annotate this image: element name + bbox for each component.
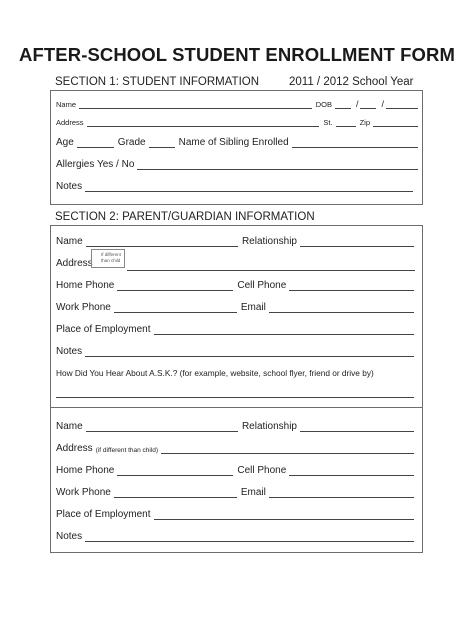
form-title: AFTER-SCHOOL STUDENT ENROLLMENT FORM xyxy=(19,44,455,65)
g2-name-label: Name xyxy=(56,421,83,432)
zip-label: Zip xyxy=(359,118,370,127)
g2-employment-field[interactable] xyxy=(154,509,415,520)
g2-phone-row xyxy=(56,465,414,476)
guardian-divider xyxy=(50,407,423,408)
g2-cell-phone-label: Cell Phone xyxy=(237,465,287,476)
g1-email-field[interactable] xyxy=(269,302,414,313)
grade-field[interactable] xyxy=(149,137,175,148)
g1-notes-label: Notes xyxy=(56,346,83,357)
g1-work-row xyxy=(56,302,414,313)
sibling-label: Name of Sibling Enrolled xyxy=(178,137,289,148)
g1-name-row xyxy=(56,236,414,247)
g2-name-field[interactable] xyxy=(86,421,238,432)
g1-relationship-field[interactable] xyxy=(300,236,414,247)
allergies-label: Allergies Yes / No xyxy=(56,159,135,170)
g1-cell-phone-field[interactable] xyxy=(289,280,414,291)
hear-about-field[interactable] xyxy=(56,387,414,398)
section2-heading: SECTION 2: PARENT/GUARDIAN INFORMATION xyxy=(55,211,315,223)
g1-home-phone-field[interactable] xyxy=(117,280,233,291)
g2-work-phone-field[interactable] xyxy=(114,487,237,498)
g2-relationship-label: Relationship xyxy=(241,421,297,432)
student-name-row xyxy=(56,98,418,109)
age-grade-row xyxy=(56,137,418,148)
dob-separator-1: / xyxy=(355,99,359,109)
g2-address-label: Address xyxy=(56,443,93,454)
student-address-field[interactable] xyxy=(87,116,320,127)
g1-phone-row xyxy=(56,280,414,291)
g2-notes-label: Notes xyxy=(56,531,83,542)
student-address-row xyxy=(56,116,418,127)
student-notes-row xyxy=(56,181,413,192)
g2-employment-row xyxy=(56,509,414,520)
g2-email-label: Email xyxy=(240,487,266,498)
student-address-label: Address xyxy=(56,118,84,127)
age-label: Age xyxy=(56,137,74,148)
g2-email-field[interactable] xyxy=(269,487,414,498)
age-field[interactable] xyxy=(77,137,114,148)
g1-name-field[interactable] xyxy=(86,236,238,247)
g2-cell-phone-field[interactable] xyxy=(289,465,414,476)
g2-name-row xyxy=(56,421,414,432)
g2-address-note: (if different than child) xyxy=(95,447,159,454)
g2-employment-label: Place of Employment xyxy=(56,509,151,520)
g2-work-phone-label: Work Phone xyxy=(56,487,111,498)
g1-work-phone-field[interactable] xyxy=(114,302,237,313)
g2-work-row xyxy=(56,487,414,498)
grade-label: Grade xyxy=(117,137,146,148)
student-name-label: Name xyxy=(56,100,77,109)
g1-employment-label: Place of Employment xyxy=(56,324,151,335)
g1-address-label: Address xyxy=(56,258,93,269)
g1-employment-row xyxy=(56,324,414,335)
g1-work-phone-label: Work Phone xyxy=(56,302,111,313)
allergies-row xyxy=(56,159,418,170)
g1-notes-row xyxy=(56,346,414,357)
g1-address-field[interactable] xyxy=(127,260,415,271)
student-notes-field[interactable] xyxy=(85,181,413,192)
student-notes-label: Notes xyxy=(56,181,83,192)
g2-relationship-field[interactable] xyxy=(300,421,414,432)
g1-relationship-label: Relationship xyxy=(241,236,297,247)
sibling-field[interactable] xyxy=(292,137,418,148)
section1-heading: SECTION 1: STUDENT INFORMATION xyxy=(55,76,260,88)
g1-cell-phone-label: Cell Phone xyxy=(237,280,287,291)
dob-day-field[interactable] xyxy=(360,98,376,109)
state-label: St. xyxy=(323,118,333,127)
g2-notes-row xyxy=(56,531,414,542)
g1-email-label: Email xyxy=(240,302,266,313)
student-name-field[interactable] xyxy=(79,98,312,109)
dob-separator-2: / xyxy=(381,99,384,109)
g1-name-label: Name xyxy=(56,236,83,247)
g2-home-phone-label: Home Phone xyxy=(56,465,115,476)
dob-label: DOB xyxy=(315,100,332,109)
g2-notes-field[interactable] xyxy=(85,531,414,542)
hear-about-question: How Did You Hear About A.S.K.? (for example, website, school flyer, friend or drive by) xyxy=(56,368,374,378)
dob-year-field[interactable] xyxy=(386,98,418,109)
g1-notes-field[interactable] xyxy=(85,346,414,357)
allergies-field[interactable] xyxy=(137,159,418,170)
dob-month-field[interactable] xyxy=(335,98,351,109)
g2-address-row xyxy=(56,443,414,454)
zip-field[interactable] xyxy=(373,116,418,127)
g1-employment-field[interactable] xyxy=(154,324,415,335)
g1-address-note-box: If different than child xyxy=(91,249,125,268)
g1-home-phone-label: Home Phone xyxy=(56,280,115,291)
g2-address-field[interactable] xyxy=(161,443,414,454)
g2-home-phone-field[interactable] xyxy=(117,465,233,476)
school-year: 2011 / 2012 School Year xyxy=(289,76,414,88)
state-field[interactable] xyxy=(336,116,356,127)
